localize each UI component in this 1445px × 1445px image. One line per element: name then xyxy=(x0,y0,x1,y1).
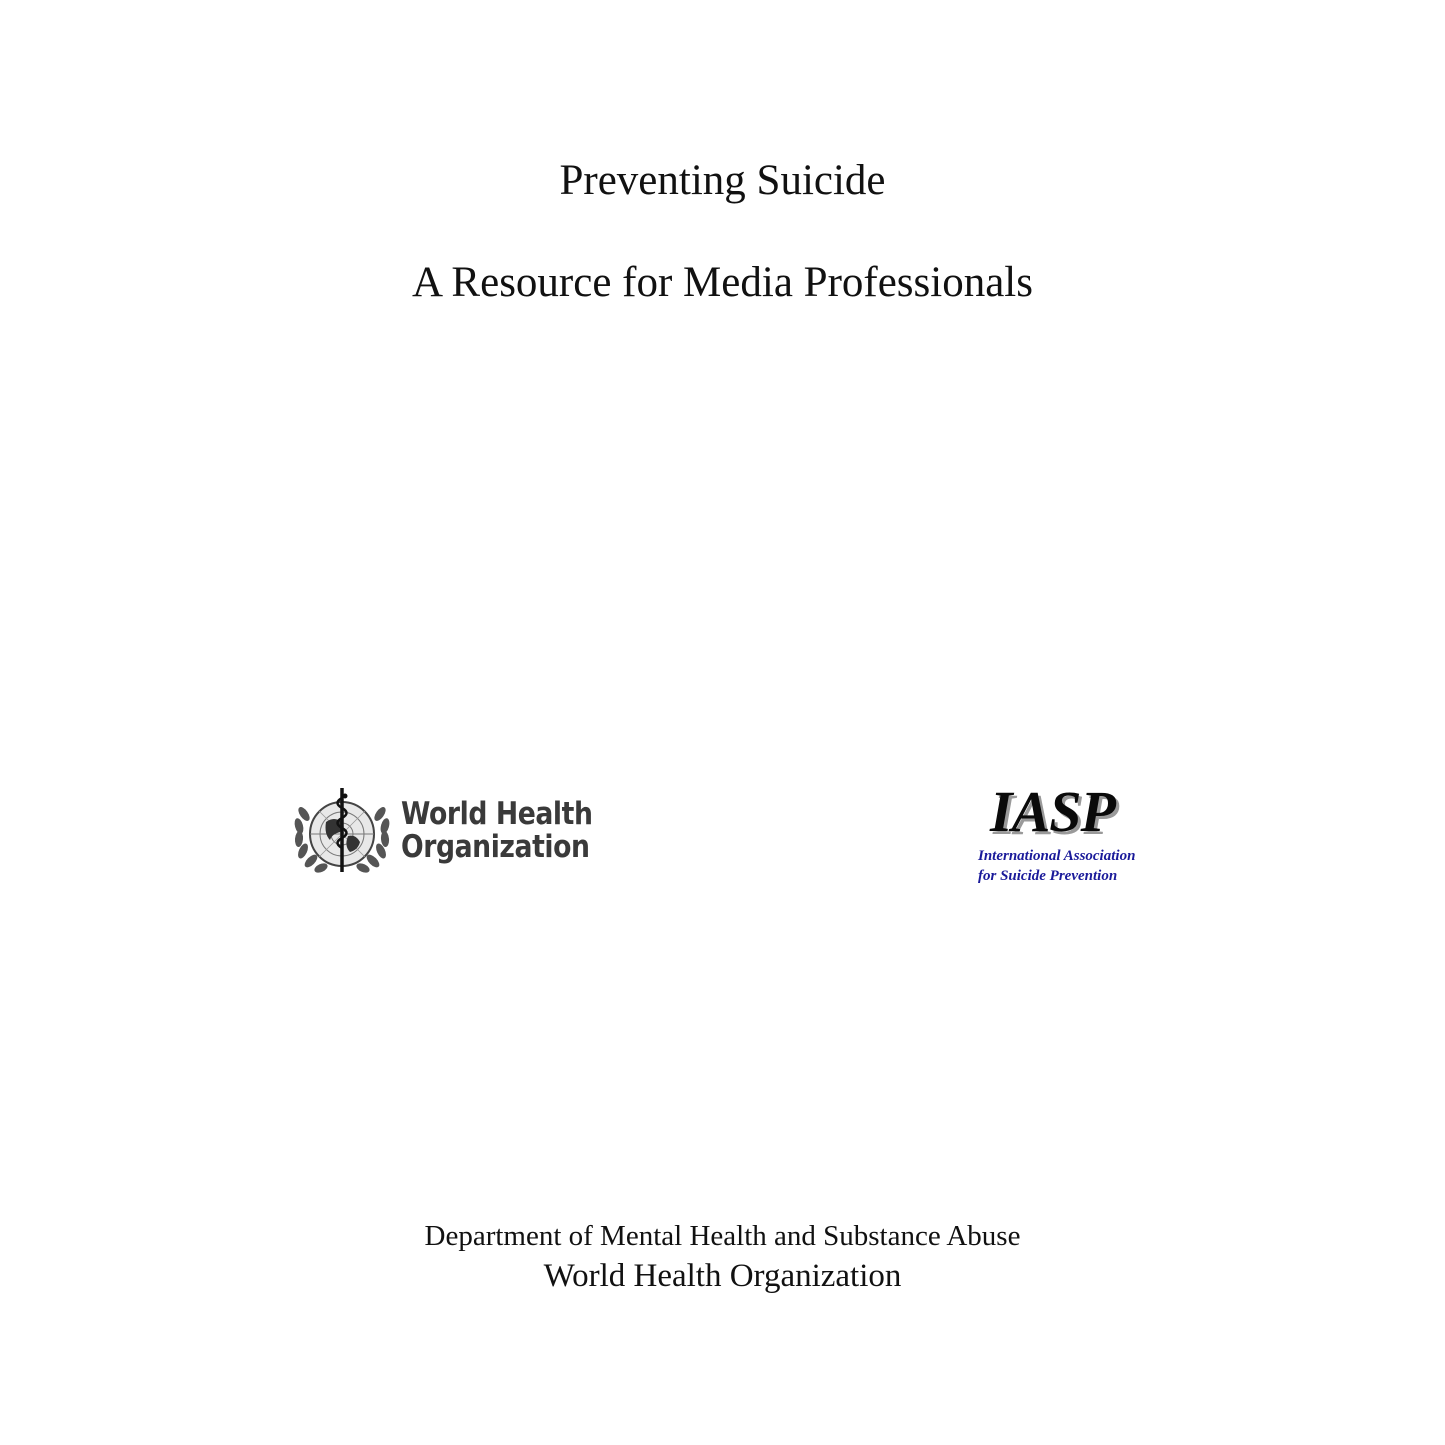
who-emblem-icon xyxy=(290,784,394,880)
iasp-name-line1: International Association xyxy=(978,848,1136,864)
document-subtitle: A Resource for Media Professionals xyxy=(412,259,1033,306)
document-title: Preventing Suicide xyxy=(559,157,886,204)
who-wordmark-line2: Organization xyxy=(401,829,590,865)
iasp-full-name xyxy=(978,846,1135,886)
iasp-name-line2: for Suicide Prevention xyxy=(978,868,1118,884)
footer-organization: World Health Organization xyxy=(543,1258,902,1294)
who-logo xyxy=(290,784,593,880)
who-wordmark-line1: World Health xyxy=(401,796,593,832)
iasp-logo xyxy=(976,779,1166,892)
footer-department: Department of Mental Health and Substance Abuse xyxy=(424,1220,1021,1252)
who-wordmark xyxy=(401,798,593,864)
iasp-mark: IASP xyxy=(990,779,1115,844)
